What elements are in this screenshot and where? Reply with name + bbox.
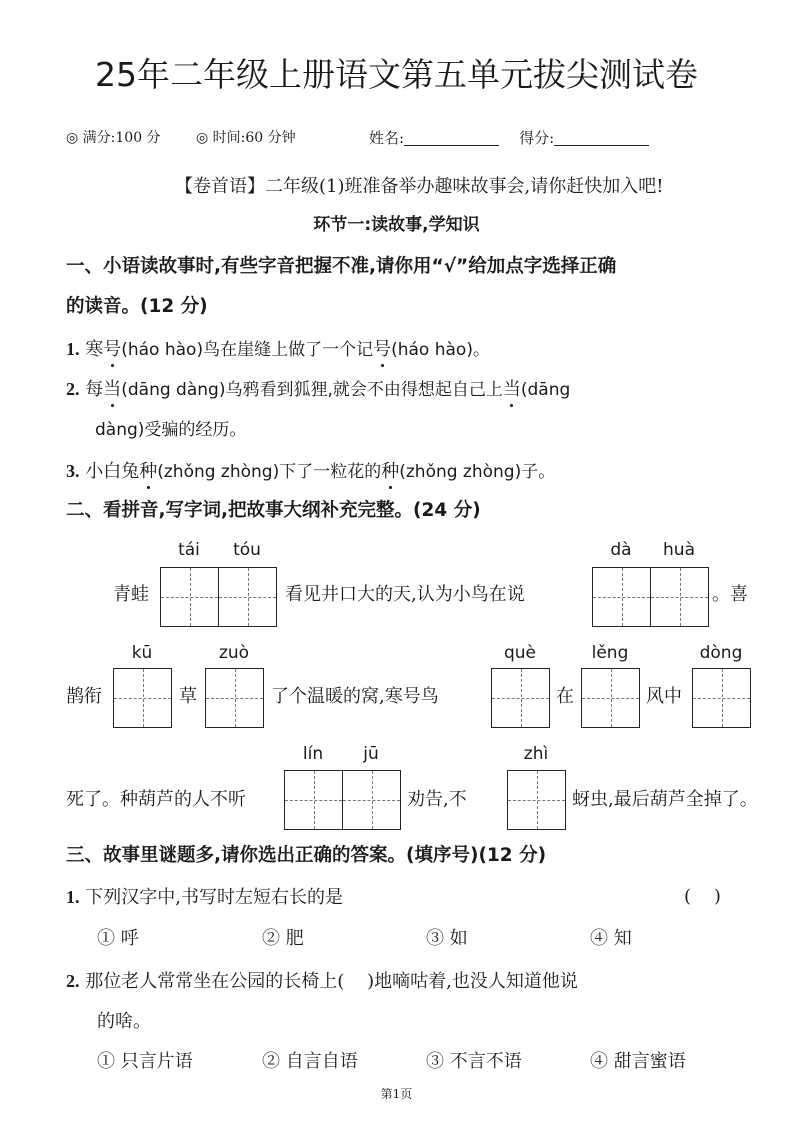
q1-item-1: 1. 寒号(háo hào)鸟在崖缝上做了一个记号(háo hào)。 — [66, 339, 490, 360]
row3-text-2: 劝告,不 — [407, 789, 467, 810]
pinyin: kū — [131, 643, 153, 663]
writing-box[interactable] — [581, 668, 640, 728]
score-blank[interactable] — [554, 131, 649, 146]
pinyin: què — [503, 643, 537, 663]
row3-text-3: 蚜虫,最后葫芦全掉了。 — [572, 789, 758, 810]
pinyin: dà — [610, 540, 632, 560]
writing-box[interactable] — [491, 668, 550, 728]
option: ④ 甜言蜜语 — [590, 1051, 686, 1072]
row1-text-3: 。喜 — [712, 584, 748, 605]
option: ① 只言片语 — [97, 1051, 193, 1072]
row2-text-5: 风中 — [646, 686, 682, 707]
pinyin: tóu — [233, 540, 261, 560]
q3-item-2-cont: 的啥。 — [97, 1011, 151, 1032]
q3-title: 三、故事里谜题多,请你选出正确的答案。(填序号)(12 分) — [66, 845, 547, 866]
writing-box[interactable] — [205, 668, 264, 728]
pinyin: jū — [363, 744, 379, 764]
name-label: 姓名: — [369, 129, 405, 147]
writing-box[interactable] — [160, 567, 277, 627]
pinyin: zuò — [218, 643, 250, 663]
q1-item-2: 2. 每当(dāng dàng)乌鸦看到狐狸,就会不由得想起自己上当(dāng — [66, 379, 571, 400]
preface: 【卷首语】二年级(1)班准备举办趣味故事会,请你赶快加入吧! — [175, 176, 664, 197]
option: ③ 如 — [426, 928, 468, 949]
writing-box[interactable] — [507, 770, 566, 830]
full-score: ◎ 满分:100 分 — [66, 130, 161, 146]
answer-paren[interactable]: ( ) — [684, 886, 721, 907]
pinyin: zhì — [523, 744, 549, 764]
row3-text-1: 死了。种葫芦的人不听 — [66, 789, 246, 810]
q2-title: 二、看拼音,写字词,把故事大纲补充完整。(24 分) — [66, 500, 481, 521]
pinyin: huà — [663, 540, 695, 560]
pinyin: lěng — [591, 643, 629, 663]
row2-text-2: 草 — [179, 686, 197, 707]
writing-box[interactable] — [284, 770, 401, 830]
writing-box[interactable] — [692, 668, 751, 728]
q3-item-1: 1. 下列汉字中,书写时左短右长的是 — [66, 887, 343, 908]
option: ③ 不言不语 — [426, 1051, 522, 1072]
option: ④ 知 — [590, 928, 632, 949]
writing-box[interactable] — [592, 567, 709, 627]
time-limit: ◎ 时间:60 分钟 — [196, 130, 296, 146]
row1-text-2: 看见井口大的天,认为小鸟在说 — [285, 584, 525, 605]
row2-text-3: 了个温暖的窝,寒号鸟 — [271, 686, 439, 707]
name-blank[interactable] — [404, 131, 499, 146]
q1-item-2-cont: dàng)受骗的经历。 — [95, 420, 247, 440]
row2-text-4: 在 — [556, 686, 574, 707]
option: ② 自言自语 — [262, 1051, 358, 1072]
row2-text-1: 鹊衔 — [66, 686, 102, 707]
q1-title: 一、小语读故事时,有些字音把握不准,请你用“√”给加点字选择正确 — [66, 256, 617, 277]
name-field[interactable] — [369, 131, 669, 146]
q1-title-cont: 的读音。(12 分) — [66, 296, 208, 317]
writing-box[interactable] — [113, 668, 172, 728]
pinyin: lín — [302, 744, 324, 764]
pinyin: dòng — [699, 643, 743, 663]
option: ② 肥 — [262, 928, 304, 949]
page-title: 25年二年级上册语文第五单元拔尖测试卷 — [95, 55, 698, 94]
page-number: 第1页 — [380, 1087, 413, 1101]
option: ① 呼 — [97, 928, 139, 949]
pinyin: tái — [178, 540, 200, 560]
q3-item-2: 2. 那位老人常常坐在公园的长椅上( )地嘀咕着,也没人知道他说 — [66, 971, 578, 992]
stage-heading: 环节一:读故事,学知识 — [313, 215, 480, 235]
row1-text-1: 青蛙 — [113, 584, 149, 605]
score-label: 得分: — [519, 129, 555, 147]
q1-item-3: 3. 小白兔种(zhǒng zhòng)下了一粒花的种(zhǒng zhòng)子。 — [66, 461, 556, 482]
